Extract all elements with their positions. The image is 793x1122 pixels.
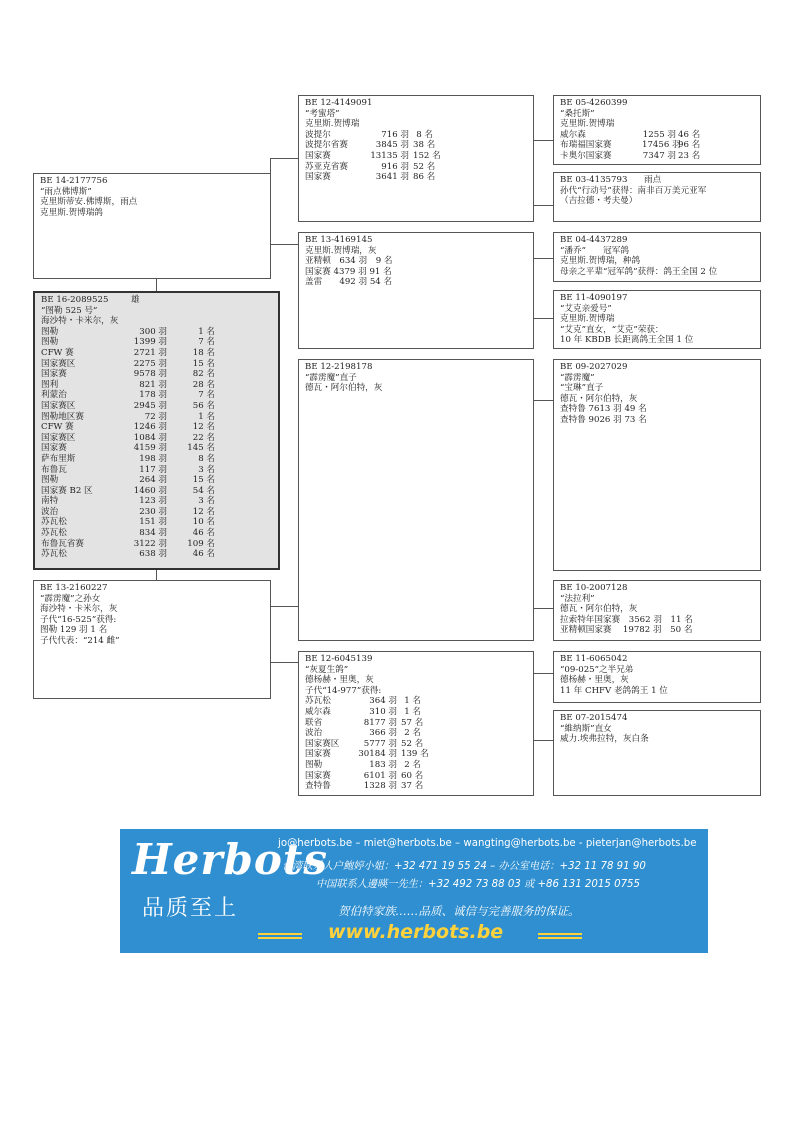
result-birds: 1084 羽: [133, 432, 167, 443]
ssd-tag: 雨点: [644, 175, 662, 185]
result-race: 联省: [305, 717, 323, 728]
result-place: 109 名: [187, 538, 215, 549]
result-birds: 3845 羽: [375, 140, 409, 151]
result-place: 1 名: [404, 696, 421, 707]
result-place: 28 名: [192, 379, 215, 390]
sdd-line: 克里斯.贺博瑞: [560, 314, 615, 325]
result-place: 52 名: [413, 161, 436, 172]
dsd-ring: BE 10-2007128: [560, 583, 628, 593]
result-place: 145 名: [187, 443, 215, 454]
result-race: 图利: [41, 379, 59, 390]
ddd-ring: BE 07-2015474: [560, 713, 628, 723]
contact-taiwan: 台湾联系人户鲍婷小姐：+32 471 19 55 24 – 办公室电话：+32 11 78 91 90: [282, 861, 646, 872]
result-row: [41, 390, 278, 401]
result-birds: 1460 羽: [133, 485, 167, 496]
sds-card: [553, 232, 761, 282]
sire-name: “雨点佛博斯”: [40, 186, 92, 197]
result-race: 国家赛区: [41, 432, 76, 443]
ddd-card: [553, 710, 761, 796]
result-place: 3 名: [198, 464, 215, 475]
result-row: [41, 433, 278, 444]
result-race: 国家赛区: [41, 358, 76, 369]
result-row: [41, 549, 278, 560]
contact-china: 中国联系人邊暎一先生：+32 492 73 88 03 或 +86 131 2015 0755: [316, 879, 641, 890]
divider-line: [258, 937, 302, 939]
result-row: [41, 465, 278, 476]
result-race: 波治: [41, 506, 59, 517]
contact-emails[interactable]: jo@herbots.be – miet@herbots.be – wangting@herbots.be - pieterjan@herbots.be: [278, 838, 697, 849]
result-race: 国家赛区: [305, 738, 340, 749]
sss-card: [553, 95, 761, 165]
result-place: 15 名: [192, 475, 215, 486]
result-row: [41, 539, 278, 550]
result-row: [305, 739, 533, 750]
result-place: 57 名: [401, 717, 424, 728]
result-birds: 117 羽: [139, 464, 167, 475]
result-place: 139 名: [401, 749, 429, 760]
result-place: 96 名: [678, 140, 701, 151]
result-race: 萨布里斯: [41, 453, 76, 464]
result-birds: 4159 羽: [133, 443, 167, 454]
connector: [270, 244, 298, 245]
connector: [156, 278, 157, 292]
result-row: [41, 380, 278, 391]
result-birds: 1328 羽: [363, 781, 397, 792]
result-birds: 3641 羽: [375, 172, 409, 183]
result-place: 8 名: [416, 129, 433, 140]
result-place: 1 名: [198, 411, 215, 422]
result-birds: 3122 羽: [133, 538, 167, 549]
dam-line: 海沙特・卡米尔，灰: [40, 604, 118, 615]
result-race: 利蒙治: [41, 390, 67, 401]
dd-name: “灰夏生鸽”: [305, 664, 349, 675]
connector: [533, 318, 553, 319]
result-place: 86 名: [413, 172, 436, 183]
subject-card: [33, 291, 280, 570]
result-birds: 6101 羽: [363, 770, 397, 781]
result-place: 2 名: [404, 728, 421, 739]
sd-line: 盖雷 492 羽 54 名: [305, 277, 393, 288]
sire-card: [33, 173, 271, 279]
connector: [156, 570, 157, 580]
sss-ring: BE 05-4260399: [560, 98, 628, 108]
result-place: 3 名: [198, 496, 215, 507]
result-race: 国家赛: [305, 150, 331, 161]
dam-sire-card: [298, 359, 534, 641]
result-row: [41, 443, 278, 454]
connector: [533, 258, 553, 259]
sire-dam-card: [298, 232, 534, 349]
result-race: 国家赛 B2 区: [41, 485, 93, 496]
sire-line: 克里斯蒂安.佛博斯，雨点: [40, 197, 138, 208]
result-birds: 1246 羽: [133, 422, 167, 433]
result-place: 1 名: [404, 706, 421, 717]
result-place: 22 名: [192, 432, 215, 443]
sire-sire-card: [298, 95, 534, 222]
dsd-line: 拉索特年国家赛 3562 羽 11 名: [560, 614, 693, 625]
sdd-card: [553, 290, 761, 349]
result-birds: 1399 羽: [133, 337, 167, 348]
dss-ring: BE 09-2027029: [560, 362, 628, 372]
sds-ring: BE 04-4437289: [560, 235, 628, 245]
result-place: 7 名: [198, 337, 215, 348]
result-place: 54 名: [192, 485, 215, 496]
subject-color: 海沙特・卡米尔，灰: [41, 316, 119, 327]
dd-ring: BE 12-6045139: [305, 654, 373, 664]
connector: [533, 608, 553, 609]
result-row: [305, 696, 533, 707]
result-place: 60 名: [401, 770, 424, 781]
result-birds: 72 羽: [144, 411, 167, 422]
result-row: [41, 327, 278, 338]
dss-line: 查特鲁 9026 羽 73 名: [560, 414, 647, 425]
ssd-line: 孙代“行动号”获得：南非百万美元亚军: [560, 185, 707, 196]
result-birds: 1255 羽: [642, 129, 676, 140]
result-race: 国家赛: [305, 749, 331, 760]
ssd-card: [553, 172, 761, 222]
connector: [533, 673, 553, 674]
dds-line: “09-025”之半兄弟: [560, 664, 634, 675]
result-race: 苏瓦松: [41, 517, 67, 528]
result-row: [305, 749, 533, 760]
dsd-line: 德瓦・阿尔伯特，灰: [560, 604, 638, 615]
result-row: [41, 401, 278, 412]
result-place: 12 名: [192, 506, 215, 517]
result-row: [305, 781, 533, 792]
subject-header: [41, 295, 278, 306]
herbots-logo: Herbots: [132, 835, 328, 884]
result-row: [41, 412, 278, 423]
result-place: 7 名: [198, 390, 215, 401]
result-place: 38 名: [413, 140, 436, 151]
subject-sex: 雄: [131, 295, 140, 305]
sss-results: [560, 130, 760, 162]
result-row: [305, 172, 533, 183]
sire-ring: BE 14-2177756: [40, 176, 108, 186]
sss-line: 克里斯.贺博瑞: [560, 119, 615, 130]
result-place: 12 名: [192, 422, 215, 433]
result-place: 46 名: [192, 549, 215, 560]
dsd-line: 亚精顿国家赛 19782 羽 50 名: [560, 625, 693, 636]
result-row: [560, 140, 760, 151]
result-race: 苏瓦松: [41, 528, 67, 539]
ddd-line: 威力.埃弗拉特，灰白条: [560, 734, 649, 745]
ssd-ring: BE 03-4135793: [560, 175, 628, 185]
sd-ring: BE 13-4169145: [305, 235, 373, 245]
result-race: 图勒: [41, 475, 59, 486]
result-birds: 17456 羽: [642, 140, 681, 151]
result-row: [305, 162, 533, 173]
result-race: 国家赛: [305, 770, 331, 781]
result-place: 52 名: [401, 738, 424, 749]
result-race: 国家赛: [41, 443, 67, 454]
result-birds: 821 羽: [139, 379, 167, 390]
result-race: 威尔森: [560, 129, 586, 140]
result-birds: 364 羽: [369, 696, 397, 707]
result-row: [41, 359, 278, 370]
dd-line: 德杨赫・里奥，灰: [305, 675, 374, 686]
connector: [533, 740, 553, 741]
subject-ring: BE 16-2089525: [41, 295, 109, 305]
result-place: 10 名: [192, 517, 215, 528]
dss-line: 德瓦・阿尔伯特，灰: [560, 393, 638, 404]
result-race: 布鲁瓦省赛: [41, 538, 84, 549]
result-race: 图勒地区赛: [41, 411, 84, 422]
ss-ring: BE 12-4149091: [305, 98, 373, 108]
ss-line: 克里斯.贺博瑞: [305, 119, 360, 130]
connector: [270, 158, 298, 159]
divider-line: [258, 933, 302, 935]
ss-results: [305, 130, 533, 183]
sire-line: 克里斯.贺博瑞鸽: [40, 207, 103, 218]
result-row: [305, 718, 533, 729]
sdd-ring: BE 11-4090197: [560, 293, 628, 303]
connector: [270, 606, 298, 607]
dam-line: 图勒 129 羽 1 名: [40, 625, 108, 636]
result-row: [41, 475, 278, 486]
dds-line: 11 年 CHFV 老鸽鸽王 1 位: [560, 685, 668, 696]
ds-ring: BE 12-2198178: [305, 362, 373, 372]
result-row: [41, 507, 278, 518]
result-birds: 916 羽: [381, 161, 409, 172]
result-race: 国家赛: [41, 369, 67, 380]
dds-line: 德杨赫・里奥，灰: [560, 675, 629, 686]
ds-line: 德瓦・阿尔伯特，灰: [305, 383, 383, 394]
result-birds: 9578 羽: [133, 369, 167, 380]
result-race: 图勒: [41, 337, 59, 348]
result-row: [41, 337, 278, 348]
result-birds: 151 羽: [139, 517, 167, 528]
result-race: 苏亚克省赛: [305, 161, 348, 172]
result-race: 图勒: [41, 326, 59, 337]
ss-name: “考蜜塔”: [305, 108, 340, 119]
result-race: CFW 赛: [41, 422, 74, 433]
result-race: 布瑞福国家赛: [560, 140, 612, 151]
result-birds: 5777 羽: [363, 738, 397, 749]
connector: [270, 662, 298, 663]
result-race: 国家赛区: [41, 400, 76, 411]
result-birds: 834 羽: [139, 528, 167, 539]
ssd-line: （吉拉德・考夫曼）: [560, 196, 638, 207]
result-birds: 183 羽: [369, 759, 397, 770]
divider-line: [538, 933, 582, 935]
connector: [533, 400, 553, 401]
result-race: 波治: [305, 728, 323, 739]
sds-line: “潘乔” 冠军鸽: [560, 245, 629, 256]
dd-line: 子代“14-977”获得:: [305, 685, 382, 696]
result-place: 18 名: [192, 347, 215, 358]
result-race: 波提尔省赛: [305, 140, 348, 151]
result-row: [41, 486, 278, 497]
dss-card: [553, 359, 761, 571]
result-row: [41, 454, 278, 465]
dds-card: [553, 651, 761, 703]
result-place: 82 名: [192, 369, 215, 380]
dds-ring: BE 11-6065042: [560, 654, 628, 664]
connector: [533, 205, 553, 206]
dam-card: [33, 580, 271, 699]
dss-line: “霹雳魔”: [560, 372, 595, 383]
sds-line: 母亲之平辈“冠军鸽”获得：鸽王全国 2 位: [560, 266, 718, 277]
ddd-line: “維纳斯”直女: [560, 723, 612, 734]
dam-dam-card: [298, 651, 534, 796]
result-place: 56 名: [192, 400, 215, 411]
slogan: 品质至上: [142, 896, 239, 921]
result-row: [41, 422, 278, 433]
result-birds: 366 羽: [369, 728, 397, 739]
ds-line: “霹雳魔”直子: [305, 372, 357, 383]
herbots-banner: [120, 829, 708, 953]
sdd-line: “艾克亲爱号”: [560, 303, 612, 314]
result-place: 152 名: [413, 150, 441, 161]
result-row: [41, 517, 278, 528]
result-birds: 123 羽: [139, 496, 167, 507]
result-race: 卡奥尔国家赛: [560, 150, 612, 161]
result-row: [305, 728, 533, 739]
result-race: 图勒: [305, 759, 323, 770]
result-race: 苏瓦松: [305, 696, 331, 707]
result-row: [305, 707, 533, 718]
sd-line: 国家赛 4379 羽 91 名: [305, 266, 392, 277]
result-birds: 2945 羽: [133, 400, 167, 411]
dam-line: 子代“16-525”获得:: [40, 614, 117, 625]
result-birds: 198 羽: [139, 453, 167, 464]
divider-line: [538, 937, 582, 939]
result-birds: 638 羽: [139, 549, 167, 560]
result-birds: 300 羽: [139, 326, 167, 337]
result-place: 23 名: [678, 150, 701, 161]
sd-line: 克里斯.贺博瑞，灰: [305, 245, 377, 256]
result-race: 布鲁瓦: [41, 464, 67, 475]
result-birds: 716 羽: [381, 129, 409, 140]
dd-results: [305, 696, 533, 791]
website-link[interactable]: www.herbots.be: [328, 921, 504, 943]
subject-results: [41, 327, 278, 560]
result-place: 2 名: [404, 759, 421, 770]
connector: [533, 140, 553, 141]
dam-line: 子代代表：“214 雌”: [40, 635, 120, 646]
result-row: [305, 771, 533, 782]
result-race: CFW 赛: [41, 347, 74, 358]
result-row: [41, 496, 278, 507]
result-row: [41, 348, 278, 359]
dss-line: 查特鲁 7613 羽 49 名: [560, 404, 647, 415]
result-row: [305, 130, 533, 141]
result-birds: 7347 羽: [642, 150, 676, 161]
result-birds: 13135 羽: [370, 150, 409, 161]
result-birds: 178 羽: [139, 390, 167, 401]
subject-name: “图勒 525 号”: [41, 305, 98, 316]
result-birds: 2721 羽: [133, 347, 167, 358]
dsd-line: “法拉利”: [560, 593, 595, 604]
result-place: 1 名: [198, 326, 215, 337]
result-birds: 8177 羽: [363, 717, 397, 728]
result-row: [305, 760, 533, 771]
result-birds: 30184 羽: [358, 749, 397, 760]
result-place: 8 名: [198, 453, 215, 464]
sdd-line: “艾克”直女，“艾克”荣获：: [560, 324, 664, 335]
dsd-card: [553, 580, 761, 641]
result-race: 国家赛: [305, 172, 331, 183]
result-race: 查特鲁: [305, 781, 331, 792]
dss-line: “宝琳”直子: [560, 383, 604, 394]
result-birds: 310 羽: [369, 706, 397, 717]
result-row: [305, 151, 533, 162]
dam-line: “霹雳魔”之孙女: [40, 593, 101, 604]
result-birds: 2275 羽: [133, 358, 167, 369]
guarantee-text: 贺伯特家族……品质、诚信与完善服务的保证。: [338, 904, 580, 918]
result-row: [41, 369, 278, 380]
result-race: 苏瓦松: [41, 549, 67, 560]
result-race: 威尔森: [305, 706, 331, 717]
result-row: [305, 140, 533, 151]
dam-ring: BE 13-2160227: [40, 583, 108, 593]
result-race: 波提尔: [305, 129, 331, 140]
result-place: 46 名: [678, 129, 701, 140]
sdd-line: 10 年 KBDB 长距离鸽王全国 1 位: [560, 335, 694, 346]
result-row: [560, 130, 760, 141]
sds-line: 克里斯.贺博瑞，种鸽: [560, 256, 641, 267]
result-row: [560, 151, 760, 162]
result-place: 15 名: [192, 358, 215, 369]
result-birds: 264 羽: [139, 475, 167, 486]
sss-name: “桑托斯”: [560, 108, 595, 119]
result-place: 37 名: [401, 781, 424, 792]
ssd-header: [560, 175, 760, 186]
result-birds: 230 羽: [139, 506, 167, 517]
result-race: 南特: [41, 496, 59, 507]
sd-line: 亚精顿 634 羽 9 名: [305, 256, 393, 267]
result-place: 46 名: [192, 528, 215, 539]
result-row: [41, 528, 278, 539]
